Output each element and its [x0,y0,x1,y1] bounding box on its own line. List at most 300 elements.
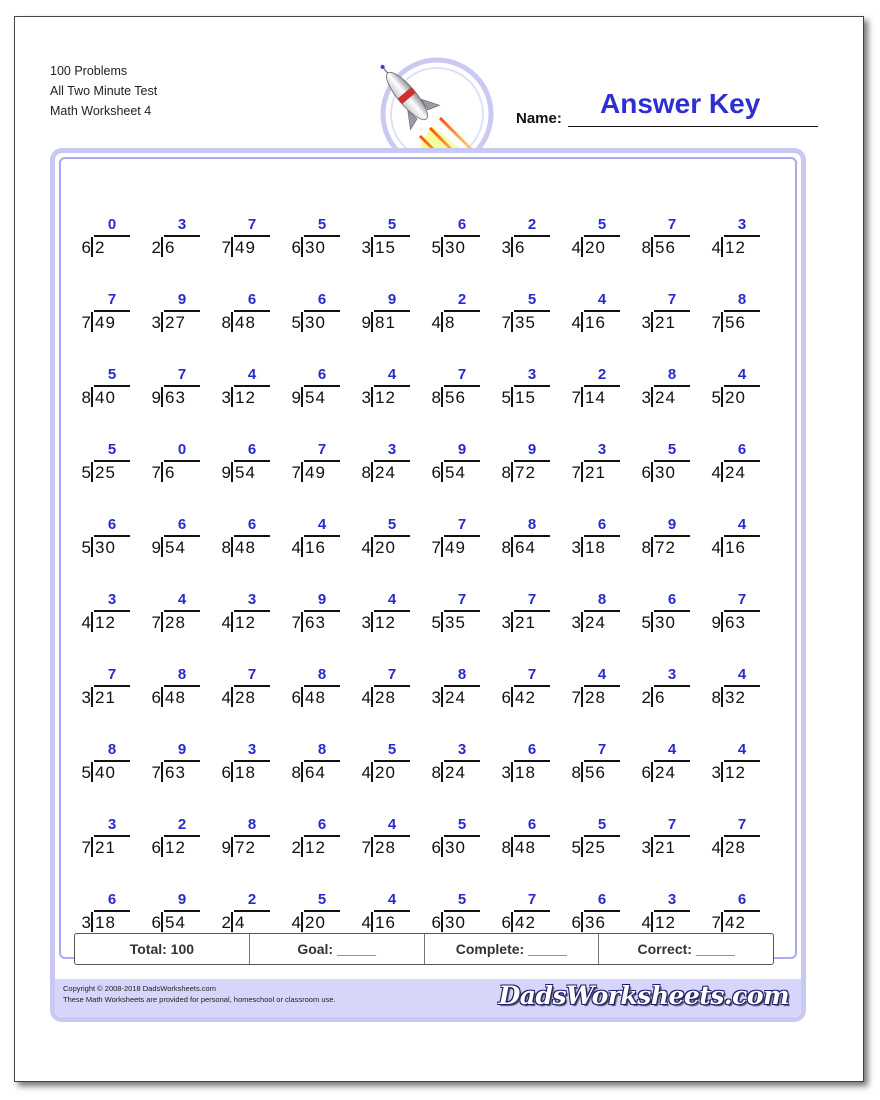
dividend: 72 [655,538,676,557]
quotient-answer: 2 [247,891,257,908]
dividend: 24 [445,763,466,782]
divisor: 7 [81,838,91,857]
division-problem [634,742,698,794]
dividend: 27 [165,313,186,332]
division-problem [704,592,768,644]
dividend: 21 [585,463,606,482]
dividend: 63 [165,763,186,782]
divisor: 4 [81,613,91,632]
divisor: 6 [431,463,441,482]
quotient-answer: 0 [177,441,187,458]
division-problem [494,592,558,644]
divisor: 5 [431,613,441,632]
divisor: 7 [711,313,721,332]
division-problem [74,217,138,269]
dividend: 18 [585,538,606,557]
copyright-line: Copyright © 2008-2018 DadsWorksheets.com [63,984,216,993]
dividend: 20 [305,913,326,932]
division-problem [214,817,278,869]
division-problem [564,292,628,344]
division-problem [354,442,418,494]
dadsworksheets-logo: DadsWorksheets.com [498,981,789,1010]
divisor: 8 [641,238,651,257]
division-problem [214,292,278,344]
divisor: 3 [81,688,91,707]
divisor: 6 [151,913,161,932]
dividend: 40 [95,763,116,782]
division-problem [634,517,698,569]
dividend: 30 [95,538,116,557]
quotient-answer: 3 [457,741,467,758]
quotient-answer: 9 [387,291,397,308]
quotient-answer: 5 [387,741,397,758]
quotient-answer: 9 [177,291,187,308]
division-problem [284,292,348,344]
problem-count: 100 Problems [50,64,128,78]
divisor: 5 [431,238,441,257]
division-problem [704,667,768,719]
divisor: 8 [711,688,721,707]
dividend: 14 [585,388,606,407]
quotient-answer: 3 [737,216,747,233]
quotient-answer: 7 [457,516,467,533]
dividend: 32 [725,688,746,707]
division-problem [214,667,278,719]
quotient-answer: 6 [317,291,327,308]
division-problem [564,442,628,494]
quotient-answer: 4 [317,516,327,533]
dividend: 18 [235,763,256,782]
divisor: 5 [81,763,91,782]
quotient-answer: 7 [247,216,257,233]
quotient-answer: 4 [737,666,747,683]
divisor: 7 [571,463,581,482]
quotient-answer: 7 [457,366,467,383]
division-problem [74,817,138,869]
dividend: 24 [375,463,396,482]
divisor: 7 [361,838,371,857]
division-problem [354,817,418,869]
dividend: 72 [235,838,256,857]
dividend: 28 [375,838,396,857]
dividend: 21 [655,313,676,332]
quotient-answer: 5 [107,441,117,458]
division-problem [354,592,418,644]
division-problem [424,742,488,794]
quotient-answer: 5 [527,291,537,308]
divisor: 7 [151,613,161,632]
division-problem [634,217,698,269]
divisor: 6 [501,913,511,932]
score-bar [74,933,774,965]
divisor: 8 [501,538,511,557]
division-problem [704,217,768,269]
divisor: 6 [571,913,581,932]
dividend: 24 [655,763,676,782]
divisor: 3 [641,838,651,857]
dividend: 2 [95,238,106,257]
divisor: 4 [571,238,581,257]
quotient-answer: 8 [317,666,327,683]
division-problem [74,667,138,719]
dividend: 56 [655,238,676,257]
divisor: 4 [221,688,231,707]
quotient-answer: 7 [177,366,187,383]
divisor: 6 [641,763,651,782]
quotient-answer: 8 [667,366,677,383]
dividend: 20 [585,238,606,257]
division-problem [494,517,558,569]
division-problem [634,667,698,719]
divisor: 3 [221,388,231,407]
divisor: 7 [711,913,721,932]
division-problem [494,367,558,419]
division-problem [704,292,768,344]
dividend: 35 [445,613,466,632]
dividend: 21 [515,613,536,632]
divisor: 4 [291,913,301,932]
dividend: 28 [585,688,606,707]
division-problem [144,217,208,269]
division-problem [424,667,488,719]
divisor: 3 [571,538,581,557]
division-problem [424,367,488,419]
divisor: 3 [641,313,651,332]
divisor: 4 [361,688,371,707]
dividend: 35 [515,313,536,332]
division-problem [74,292,138,344]
dividend: 30 [305,313,326,332]
division-problem [354,292,418,344]
divisor: 3 [361,613,371,632]
divisor: 8 [571,763,581,782]
division-problem [704,742,768,794]
divisor: 4 [711,463,721,482]
divisor: 5 [81,538,91,557]
quotient-answer: 3 [597,441,607,458]
divisor: 4 [571,313,581,332]
divisor: 9 [221,463,231,482]
quotient-answer: 4 [597,291,607,308]
dividend: 6 [515,238,526,257]
divisor: 8 [501,838,511,857]
divisor: 2 [291,838,301,857]
dividend: 64 [305,763,326,782]
quotient-answer: 3 [247,591,257,608]
divisor: 8 [221,538,231,557]
divisor: 4 [361,913,371,932]
division-problem [284,817,348,869]
dividend: 49 [305,463,326,482]
dividend: 6 [165,238,176,257]
division-problem [494,217,558,269]
quotient-answer: 6 [317,366,327,383]
quotient-answer: 8 [247,816,257,833]
quotient-answer: 7 [457,591,467,608]
division-problem [144,742,208,794]
quotient-answer: 4 [667,741,677,758]
dividend: 81 [375,313,396,332]
division-problem [704,817,768,869]
quotient-answer: 7 [107,666,117,683]
divisor: 7 [221,238,231,257]
divisor: 5 [501,388,511,407]
divisor: 9 [151,388,161,407]
dividend: 30 [655,463,676,482]
divisor: 9 [221,838,231,857]
dividend: 25 [95,463,116,482]
division-problem [424,592,488,644]
divisor: 3 [151,313,161,332]
complete-cell[interactable]: Complete: _____ [424,934,599,964]
quotient-answer: 3 [107,591,117,608]
division-problem [634,367,698,419]
dividend: 15 [375,238,396,257]
divisor: 6 [431,838,441,857]
dividend: 8 [445,313,456,332]
quotient-answer: 4 [177,591,187,608]
quotient-answer: 6 [177,516,187,533]
dividend: 48 [235,313,256,332]
divisor: 8 [81,388,91,407]
goal-cell[interactable]: Goal: _____ [249,934,424,964]
divisor: 2 [151,238,161,257]
quotient-answer: 9 [457,441,467,458]
divisor: 7 [571,688,581,707]
divisor: 6 [81,238,91,257]
dividend: 63 [725,613,746,632]
divisor: 6 [431,913,441,932]
divisor: 7 [81,313,91,332]
division-problem [74,442,138,494]
quotient-answer: 7 [317,441,327,458]
dividend: 48 [165,688,186,707]
dividend: 20 [725,388,746,407]
divisor: 7 [151,763,161,782]
division-problem [564,592,628,644]
quotient-answer: 0 [107,216,117,233]
divisor: 6 [151,688,161,707]
divisor: 4 [361,763,371,782]
dividend: 49 [95,313,116,332]
division-problem [144,292,208,344]
divisor: 4 [361,538,371,557]
quotient-answer: 9 [527,441,537,458]
divisor: 5 [571,838,581,857]
quotient-answer: 3 [177,216,187,233]
dividend: 48 [515,838,536,857]
division-problem [214,442,278,494]
dividend: 25 [585,838,606,857]
dividend: 54 [165,913,186,932]
divisor: 2 [641,688,651,707]
quotient-answer: 4 [247,366,257,383]
dividend: 28 [725,838,746,857]
quotient-answer: 7 [667,291,677,308]
dividend: 12 [725,763,746,782]
dividend: 21 [95,838,116,857]
dividend: 64 [515,538,536,557]
division-problem [144,517,208,569]
dividend: 6 [655,688,666,707]
quotient-answer: 7 [107,291,117,308]
divisor: 3 [641,388,651,407]
dividend: 54 [445,463,466,482]
quotient-answer: 6 [527,741,537,758]
quotient-answer: 9 [177,741,187,758]
division-problem [564,517,628,569]
dividend: 36 [585,913,606,932]
division-problem [284,217,348,269]
division-problem [74,517,138,569]
divisor: 8 [501,463,511,482]
division-problem [284,517,348,569]
dividend: 30 [305,238,326,257]
quotient-answer: 5 [457,816,467,833]
divisor: 7 [291,613,301,632]
dividend: 16 [725,538,746,557]
quotient-answer: 5 [667,441,677,458]
usage-line: These Math Worksheets are provided for personal, homeschool or classroom use. [63,995,336,1004]
division-problem [634,592,698,644]
quotient-answer: 7 [247,666,257,683]
quotient-answer: 7 [527,666,537,683]
name-label: Name: [516,110,562,127]
dividend: 16 [375,913,396,932]
division-problem [284,442,348,494]
division-problem [354,217,418,269]
divisor: 7 [431,538,441,557]
quotient-answer: 4 [387,816,397,833]
divisor: 6 [291,688,301,707]
quotient-answer: 6 [247,441,257,458]
dividend: 30 [445,838,466,857]
quotient-answer: 5 [387,216,397,233]
quotient-answer: 5 [457,891,467,908]
division-problem [424,517,488,569]
quotient-answer: 9 [667,516,677,533]
quotient-answer: 8 [457,666,467,683]
quotient-answer: 7 [667,216,677,233]
quotient-answer: 6 [667,591,677,608]
dividend: 48 [235,538,256,557]
division-problem [424,442,488,494]
division-problem [74,742,138,794]
dividend: 24 [725,463,746,482]
divisor: 5 [291,313,301,332]
correct-cell[interactable]: Correct: _____ [598,934,773,964]
quotient-answer: 5 [317,891,327,908]
quotient-answer: 6 [527,816,537,833]
divisor: 3 [711,763,721,782]
division-problem [564,367,628,419]
division-problem [494,742,558,794]
division-problem [144,667,208,719]
divisor: 9 [151,538,161,557]
division-problem [564,817,628,869]
quotient-answer: 3 [247,741,257,758]
divisor: 4 [711,538,721,557]
division-problem [704,367,768,419]
divisor: 4 [221,613,231,632]
quotient-answer: 3 [667,666,677,683]
dividend: 56 [445,388,466,407]
divisor: 6 [501,688,511,707]
dividend: 49 [445,538,466,557]
division-problem [284,592,348,644]
dividend: 28 [375,688,396,707]
divisor: 3 [501,238,511,257]
quotient-answer: 4 [737,516,747,533]
dividend: 24 [585,613,606,632]
divisor: 8 [291,763,301,782]
quotient-answer: 5 [597,216,607,233]
division-problem [704,442,768,494]
dividend: 12 [375,613,396,632]
dividend: 16 [585,313,606,332]
division-problem [634,442,698,494]
quotient-answer: 9 [317,591,327,608]
division-problem [634,817,698,869]
divisor: 2 [221,913,231,932]
divisor: 7 [501,313,511,332]
dividend: 63 [165,388,186,407]
quotient-answer: 6 [247,516,257,533]
quotient-answer: 4 [387,366,397,383]
division-problem [354,367,418,419]
dividend: 12 [235,613,256,632]
quotient-answer: 5 [107,366,117,383]
dividend: 21 [655,838,676,857]
dividend: 49 [235,238,256,257]
division-problem [634,292,698,344]
answer-key-title: Answer Key [600,88,761,119]
division-problem [494,292,558,344]
dividend: 30 [445,238,466,257]
division-problem [704,517,768,569]
division-problem [214,592,278,644]
quotient-answer: 5 [597,816,607,833]
dividend: 42 [725,913,746,932]
dividend: 12 [375,388,396,407]
dividend: 28 [165,613,186,632]
dividend: 42 [515,688,536,707]
divisor: 4 [431,313,441,332]
dividend: 16 [305,538,326,557]
quotient-answer: 6 [317,816,327,833]
quotient-answer: 5 [317,216,327,233]
divisor: 4 [711,238,721,257]
dividend: 20 [375,763,396,782]
quotient-answer: 6 [247,291,257,308]
divisor: 7 [151,463,161,482]
dividend: 18 [95,913,116,932]
dividend: 24 [655,388,676,407]
quotient-answer: 3 [107,816,117,833]
divisor: 9 [291,388,301,407]
dividend: 56 [725,313,746,332]
quotient-answer: 4 [737,741,747,758]
division-problem [284,367,348,419]
divisor: 4 [641,913,651,932]
division-problem [564,217,628,269]
divisor: 8 [641,538,651,557]
division-problem [424,217,488,269]
division-problem [354,667,418,719]
division-problem [214,517,278,569]
quotient-answer: 6 [737,441,747,458]
quotient-answer: 7 [597,741,607,758]
